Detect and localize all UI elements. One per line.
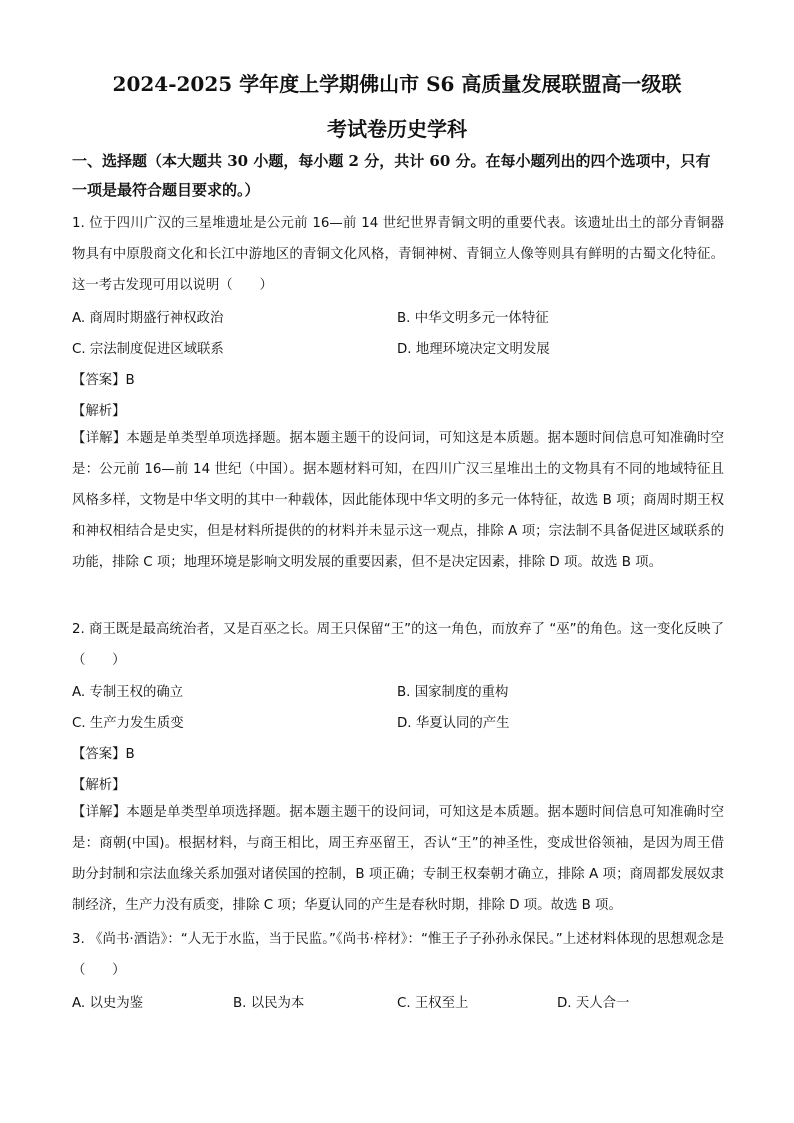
question-2-stem: 2. 商王既是最高统治者，又是百巫之长。周王只保留“王”的这一角色，而放弃了 “巫”的角色。这一变化反映了（ ）: [72, 622, 724, 668]
section-header: 一、选择题（本大题共 30 小题，每小题 2 分，共计 60 分。在每小题列出的四个选项中，只有一项是最符合题目要求的。）: [72, 152, 711, 199]
exam-title-line1: 2024-2025 学年度上学期佛山市 S6 高质量发展联盟高一级联: [112, 72, 682, 96]
question-1-stem: 1. 位于四川广汉的三星堆遗址是公元前 16—前 14 世纪世界青铜文明的重要代表。该遗址出土的部分青铜器物具有中原殷商文化和长江中游地区的青铜文化风格，青铜神树、青铜立人像等则具有鲜明的古蜀文化特征。这一考古发现可用以说明（ ）: [72, 216, 724, 293]
question-2-option-c: C. 生产力发生质变: [72, 716, 184, 731]
question-2-analysis-label: 【解析】: [72, 778, 126, 793]
question-2-detail: 【详解】本题是单类型单项选择题。据本题主题干的设问词，可知这是本质题。据本题时间信息可知准确时空是：商朝(中国)。根据材料，与商王相比，周王弃巫留王，否认“王”的神圣性，变成世俗领袖，是因为周王借助分封制和宗法血缘关系加强对诸侯国的控制，B 项正确；专制王权秦朝才确立，排除 A 项；商周都发展奴隶制经济，生产力没有质变，排除 C 项；华夏认同的产生是春秋时期，排除 D 项。故选 B 项。: [72, 805, 724, 913]
question-1-option-d: D. 地理环境决定文明发展: [397, 342, 550, 357]
question-1-option-b: B. 中华文明多元一体特征: [397, 311, 549, 326]
question-1-option-c: C. 宗法制度促进区域联系: [72, 342, 224, 357]
question-2-option-a: A. 专制王权的确立: [72, 685, 184, 700]
question-3-option-c: C. 王权至上: [397, 996, 469, 1011]
question-3-option-b: B. 以民为本: [233, 996, 305, 1011]
exam-title-line2: 考试卷历史学科: [327, 117, 467, 141]
question-2-answer: 【答案】B: [72, 747, 135, 762]
question-3-option-a: A. 以史为鉴: [72, 996, 143, 1011]
question-2-option-b: B. 国家制度的重构: [397, 685, 509, 700]
question-1-analysis-label: 【解析】: [72, 404, 126, 419]
question-2-option-d: D. 华夏认同的产生: [397, 716, 510, 731]
question-1-detail: 【详解】本题是单类型单项选择题。据本题主题干的设问词，可知这是本质题。据本题时间信息可知准确时空是：公元前 16—前 14 世纪（中国）。据本题材料可知，在四川广汉三星堆出土的文物具有不同的地域特征且风格多样，文物是中华文明的其中一种载体，因此能体现中华文明的多元一体特征，故选 B 项；商周时期王权和神权相结合是史实，但是材料所提供的的材料并未显示这一观点，排除 A 项；宗法制不具备促进区域联系的功能，排除 C 项；地理环境是影响文明发展的重要因素，但不是决定因素，排除 D 项。故选 B 项。: [72, 431, 724, 570]
question-1-answer: 【答案】B: [72, 373, 135, 388]
question-1-option-a: A. 商周时期盛行神权政治: [72, 311, 224, 326]
question-3-option-d: D. 天人合一: [557, 996, 630, 1011]
question-3-stem: 3. 《尚书·酒诰》：“人无于水监，当于民监。”《尚书·梓材》：“惟王子子孙孙永保民。”上述材料体现的思想观念是（ ）: [72, 932, 724, 978]
